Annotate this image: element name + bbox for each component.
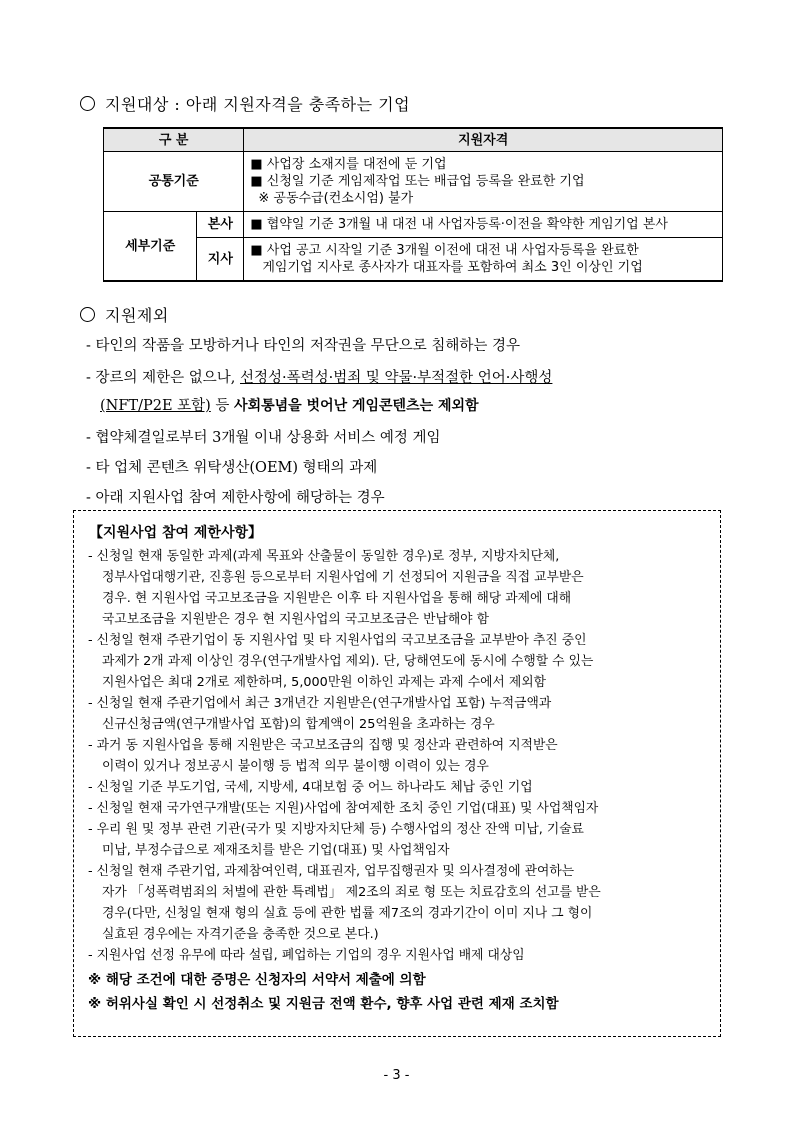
restriction-line: - 신청일 현재 동일한 과제(과제 목표와 산출물이 동일한 경우)로 정부, 지방자치단체,: [88, 549, 560, 564]
genre-underlined: (NFT/P2E 포함): [100, 398, 211, 414]
restriction-line: - 신청일 현재 주관기업에서 최근 3개년간 지원받은(연구개발사업 포함) 누적금액과: [88, 696, 552, 711]
section-heading-exclusions: [80, 303, 169, 326]
exclusion-item: - 타인의 작품을 모방하거나 타인의 저작권을 무단으로 침해하는 경우: [86, 338, 520, 354]
restriction-line: - 신청일 기준 부도기업, 국세, 지방세, 4대보험 중 어느 하나라도 체납 중인 기업: [88, 780, 533, 795]
common-note: ※ 공동수급(컨소시엄) 불가: [258, 191, 414, 206]
restriction-line: 과제가 2개 과제 이상인 경우(연구개발사업 제외). 단, 당해연도에 동시에 수행할 수 있는: [102, 654, 594, 669]
genre-prefix: - 장르의 제한은 없으나,: [86, 370, 241, 386]
detail-criteria-label: 세부기준: [104, 212, 197, 282]
table-row-common: [104, 152, 723, 212]
table-header-row: [104, 128, 723, 152]
hq-label: 본사: [197, 212, 244, 238]
restriction-line: - 신청일 현재 주관기업, 과제참여인력, 대표권자, 업무집행권자 및 의사결정에 관여하는: [88, 864, 575, 879]
restriction-line: 미납, 부정수급으로 제재조치를 받은 기업(대표) 및 사업책임자: [102, 843, 450, 858]
table-row-hq: [104, 212, 723, 238]
exclusion-item: - 아래 지원사업 참여 제한사항에 해당하는 경우: [86, 490, 385, 506]
restriction-line: 이력이 있거나 정보공시 불이행 등 법적 의무 불이행 이력이 있는 경우: [102, 759, 489, 774]
restriction-line: - 우리 원 및 정부 관련 기관(국가 및 지방자치단체 등) 수행사업의 정산 잔액 미납, 기술료: [88, 822, 584, 837]
restriction-line: 자가 「성폭력범죄의 처벌에 관한 특례법」 제2조의 죄로 형 또는 치료감호의 선고를 받은: [102, 885, 601, 900]
genre-underlined: 선정성·폭력성·범죄 및 약물·부적절한 언어·사행성: [240, 370, 553, 386]
hq-content: [244, 212, 723, 238]
restriction-line: - 신청일 현재 국가연구개발(또는 지원)사업에 참여제한 조치 중인 기업(대표) 및 사업책임자: [88, 801, 599, 816]
header-category: 구 분: [104, 128, 244, 152]
circle-bullet-icon: [80, 96, 95, 111]
restriction-line: - 과거 동 지원사업을 통해 지원받은 국고보조금의 집행 및 정산과 관련하여 지적받은: [88, 738, 558, 753]
exclusion-item: - 협약체결일로부터 3개월 이내 상용화 서비스 예정 게임: [86, 430, 441, 446]
restriction-line: - 신청일 현재 주관기업이 동 지원사업 및 타 지원사업의 국고보조금을 교부받아 추진 중인: [88, 633, 587, 648]
exclusion-item-genre-cont: [100, 394, 479, 415]
restriction-note: ※ 해당 조건에 대한 증명은 신청자의 서약서 제출에 의함: [88, 972, 426, 988]
eligibility-table: [103, 127, 723, 282]
exclusion-item-genre: [86, 366, 552, 387]
restrictions-box: [73, 510, 721, 1037]
exclusion-item: - 타 업체 콘텐츠 위탁생산(OEM) 형태의 과제: [86, 460, 378, 476]
circle-bullet-icon: [80, 307, 95, 322]
header-qualification: 지원자격: [244, 128, 723, 152]
restriction-line: 지원사업은 최대 2개로 제한하며, 5,000만원 이하인 과제는 과제 수에서 제외함: [102, 675, 546, 690]
common-line: ■ 신청일 기준 게임제작업 또는 배급업 등록을 완료한 기업: [250, 174, 585, 189]
page-number: - 3 -: [383, 1068, 410, 1083]
restriction-line: 신규신청금액(연구개발사업 포함)의 합계액이 25억원을 초과하는 경우: [102, 717, 495, 732]
genre-bold: 사회통념을 벗어난 게임콘텐츠는 제외함: [234, 398, 479, 414]
common-line: ■ 사업장 소재지를 대전에 둔 기업: [250, 157, 447, 172]
restriction-line: - 지원사업 선정 유무에 따라 설립, 폐업하는 기업의 경우 지원사업 배제 대상임: [88, 948, 525, 963]
table-row-branch: [104, 238, 723, 282]
common-criteria-content: [244, 152, 723, 212]
restriction-line: 경우. 현 지원사업 국고보조금을 지원받은 이후 타 지원사업을 통해 해당 과제에 대해: [102, 591, 572, 606]
common-criteria-label: 공통기준: [104, 152, 244, 212]
restrictions-title: 【지원사업 참여 제한사항】: [89, 525, 262, 541]
section-title: 지원제외: [105, 306, 169, 325]
hq-line: ■ 협약일 기준 3개월 내 대전 내 사업자등록·이전을 확약한 게임기업 본사: [250, 217, 668, 232]
restriction-line: 정부사업대행기관, 진흥원 등으로부터 지원사업에 기 선정되어 지원금을 직접 교부받은: [102, 570, 584, 585]
branch-line: 게임기업 지사로 종사자가 대표자를 포함하여 최소 3인 이상인 기업: [262, 260, 643, 275]
restriction-line: 경우(다만, 신청일 현재 형의 실효 등에 관한 법률 제7조의 경과기간이 이미 지나 그 형이: [102, 906, 593, 921]
branch-line: ■ 사업 공고 시작일 기준 3개월 이전에 대전 내 사업자등록을 완료한: [250, 243, 639, 258]
restriction-line: 국고보조금을 지원받은 경우 현 지원사업의 국고보조금은 반납해야 함: [102, 612, 489, 627]
branch-content: [244, 238, 723, 282]
genre-middle: 등: [210, 398, 235, 414]
branch-label: 지사: [197, 238, 244, 282]
section-title: 지원대상 : 아래 지원자격을 충족하는 기업: [105, 95, 411, 114]
restriction-note: ※ 허위사실 확인 시 선정취소 및 지원금 전액 환수, 향후 사업 관련 제재 조치함: [88, 996, 559, 1012]
section-heading-eligibility: [80, 92, 410, 115]
restriction-line: 실효된 경우에는 자격기준을 충족한 것으로 본다.): [102, 927, 379, 942]
